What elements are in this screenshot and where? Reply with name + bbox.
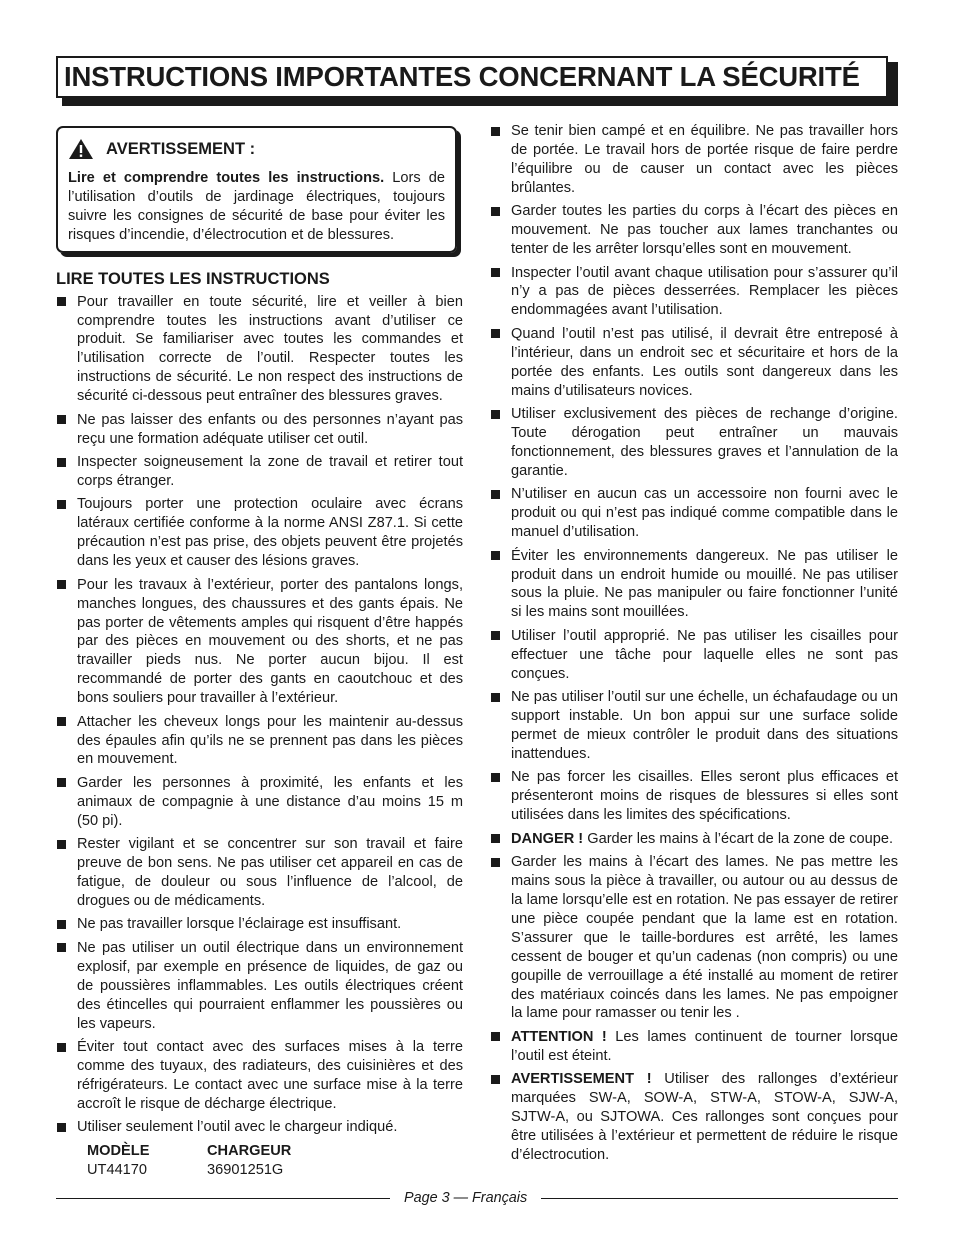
list-item (490, 547, 898, 623)
item-text: Utiliser l’outil approprié. Ne pas utiliser les cisailles pour effectuer une tâche pour laquelle elles ne sont pas conçues. (511, 627, 898, 682)
item-text: Garder les mains à l’écart de la zone de coupe. (583, 830, 894, 847)
list-item: Ne pas laisser des enfants ou des personnes n’ayant pas reçu une formation adéquate utiliser cet outil. (56, 411, 463, 449)
list-item (490, 405, 898, 481)
list-item: Utiliser seulement l’outil avec le chargeur indiqué. (56, 1118, 463, 1137)
list-item (490, 688, 898, 764)
warning-header (68, 138, 445, 160)
warning-body: Lors de l’utilisation d’outils de jardinage électriques, toujours suivre les consignes de sécurité de base pour éviter les risques d’incendie, d’électrocution et de blessures. (68, 170, 445, 243)
list-item (490, 830, 898, 849)
list-item (490, 627, 898, 684)
item-text: Garder toutes les parties du corps à l’écart des pièces en mouvement. Ne pas toucher aux lames tranchantes ou tenter de les arrêter lorsqu’elles sont en mouvement. (511, 203, 898, 258)
list-item: Ne pas utiliser un outil électrique dans un environnement explosif, par exemple en présence de liquides, de gaz ou de poussières inflammables. Les outils électriques créent des étincelles qui pourraient enflammer les poussières ou les vapeurs. (56, 939, 463, 1034)
warning-heading: AVERTISSEMENT : (106, 139, 256, 158)
item-text: Ne pas utiliser l’outil sur une échelle, un échafaudage ou un support instable. Un bon appui sur une surface solide permet de mieux contrôler le produit dans des situations inattendues. (511, 689, 898, 762)
item-text: Ne pas forcer les cisailles. Elles seront plus efficaces et présenteront moins de risques de blessures si elles sont utilisées dans les limites des spécifications. (511, 769, 898, 824)
list-item: Pour les travaux à l’extérieur, porter des pantalons longs, manches longues, des chaussures et des gants épais. Ne pas porter de vêtements amples qui risquent d’être happés par des pièces en mouvement ou des shorts, et ne pas travailler pieds nus. Ne porter aucun bijou. Il est recommandé de porter des gants en caoutchouc et des bons souliers pour travailler à l’extérieur. (56, 576, 463, 708)
item-text: Inspecter l’outil avant chaque utilisation pour s’assurer qu’il n’y a pas de pièces desserrées. Remplacer les pièces endommagées avant l’utilisation. (511, 264, 898, 319)
section-title: LIRE TOUTES LES INSTRUCTIONS (56, 269, 330, 288)
list-item: Rester vigilant et se concentrer sur son travail et faire preuve de bon sens. Ne pas utiliser cet appareil en cas de fatigue, de douleur ou sous l’influence de l’alcool, de drogues ou de médicaments. (56, 835, 463, 911)
left-column (56, 126, 463, 1180)
table-cell-charger: 36901251G (207, 1161, 284, 1178)
list-item (490, 202, 898, 259)
list-item (490, 853, 898, 1023)
list-item: Toujours porter une protection oculaire avec écrans latéraux certifiée conforme à la norme ANSI Z87.1. Si cette précaution n’est pas prise, des objets peuvent être projetés dans les yeux et causer des lésions graves. (56, 495, 463, 571)
page-title: INSTRUCTIONS IMPORTANTES CONCERNANT LA SÉCURITÉ (64, 61, 860, 92)
table-header-charger: CHARGEUR (207, 1142, 292, 1159)
right-column (490, 122, 898, 1169)
item-text: Quand l’outil n’est pas utilisé, il devrait être entreposé à l’intérieur, dans un endroit sec et sécuritaire et hors de la portée des enfants. Les outils sont dangereux dans les mains d’utilisateurs novices. (511, 325, 898, 399)
title-banner (56, 56, 888, 98)
list-item (490, 325, 898, 401)
item-text: N’utiliser en aucun cas un accessoire non fourni avec le produit ou qui n’est pas indiqué comme compatible dans le manuel d’utilisation. (511, 486, 898, 541)
list-item (490, 264, 898, 321)
warning-box (56, 126, 457, 253)
warning-text (68, 169, 445, 245)
page-number: Page 3 — Français (404, 1190, 528, 1206)
table-row (87, 1161, 463, 1180)
list-item: Garder les personnes à proximité, les enfants et les animaux de compagnie à une distance d’au moins 15 m (50 pi). (56, 774, 463, 831)
list-item: Éviter tout contact avec des surfaces mises à la terre comme des tuyaux, des radiateurs, des cuisinières et des réfrigérateurs. Le contact avec une surface mise à la terre accroît le risque de décharge électrique. (56, 1038, 463, 1114)
item-text: Se tenir bien campé et en équilibre. Ne pas travailler hors de portée. Le travail hors de portée risque de faire perdre l’équilibre ou de causer un contact avec les pièces brûlantes. (511, 123, 898, 196)
page-footer (56, 1188, 898, 1208)
right-bullet-list (490, 122, 898, 1165)
item-text: Garder les mains à l’écart des lames. Ne pas mettre les mains sous la pièce à travailler, ou autour ou au dessus de la lame lorsqu’elle est en rotation. Ne pas essayer de retirer une pièce coupée pendant que la lame est en rotation. S’assurer que le taille-bordures est arrêté, les lames cessent de bouger et qu’un cadenas (non compris) ou une goupille de verrouillage a été installé au moment de retirer des matériaux coincés dans les lames. Ne pas empoigner la lame pour ramasser ou tenir les . (511, 854, 898, 1022)
item-text: Éviter les environnements dangereux. Ne pas utiliser le produit dans un endroit humide ou mouillé. Ne pas utiliser sous la pluie. Ne pas manipuler ou faire fonctionner l’unité si les mains sont mouillées. (511, 547, 898, 621)
footer-rule-left (56, 1198, 390, 1199)
list-item: Inspecter soigneusement la zone de travail et retirer tout corps étranger. (56, 453, 463, 491)
table-header-model: MODÈLE (87, 1142, 150, 1159)
list-item: Pour travailler en toute sécurité, lire et veiller à bien comprendre toutes les instructions avant d’utiliser ce produit. Se familiariser avec toutes les commandes et l’utilisation correcte de l’outil. Respecter toutes les instructions de sécurité. Le non respect des instructions de sécurité ci-dessous peut entraîner des blessures graves. (56, 293, 463, 406)
list-item: Attacher les cheveux longs pour les maintenir au-dessus des épaules afin qu’ils ne se prennent pas dans les pièces en mouvement. (56, 713, 463, 770)
warning-lead-inline: AVERTISSEMENT ! (511, 1071, 652, 1088)
item-text: Utiliser des rallonges d’extérieur marquées SW-A, SOW-A, STW-A, STOW-A, SJW-A, SJTW-A, ou SJTOWA. Ces rallonges sont conçues pour être utilisées à l’extérieur et permettent de réduire le risque d’électrocution. (511, 1071, 898, 1163)
warning-lead: Lire et comprendre toutes les instructions. (68, 170, 385, 186)
list-item (490, 768, 898, 825)
model-charger-table (87, 1142, 463, 1180)
list-item (490, 485, 898, 542)
list-item (490, 1028, 898, 1066)
item-text: Les lames continuent de tourner lorsque l’outil est éteint. (511, 1028, 898, 1064)
danger-lead: DANGER ! (511, 830, 584, 847)
table-cell-model: UT44170 (87, 1161, 148, 1178)
list-item: Ne pas travailler lorsque l’éclairage est insuffisant. (56, 915, 463, 934)
left-bullet-list (56, 293, 463, 1138)
table-header-row (87, 1142, 463, 1161)
warning-triangle-icon (68, 138, 94, 160)
footer-rule-right (541, 1198, 898, 1199)
attention-lead: ATTENTION ! (511, 1028, 607, 1045)
list-item (490, 1070, 898, 1165)
list-item (490, 122, 898, 198)
item-text: Utiliser exclusivement des pièces de rechange d’origine. Toute dérogation peut entraîner un mauvais fonctionnement, des blessures graves et l’annulation de la garantie. (511, 406, 898, 479)
